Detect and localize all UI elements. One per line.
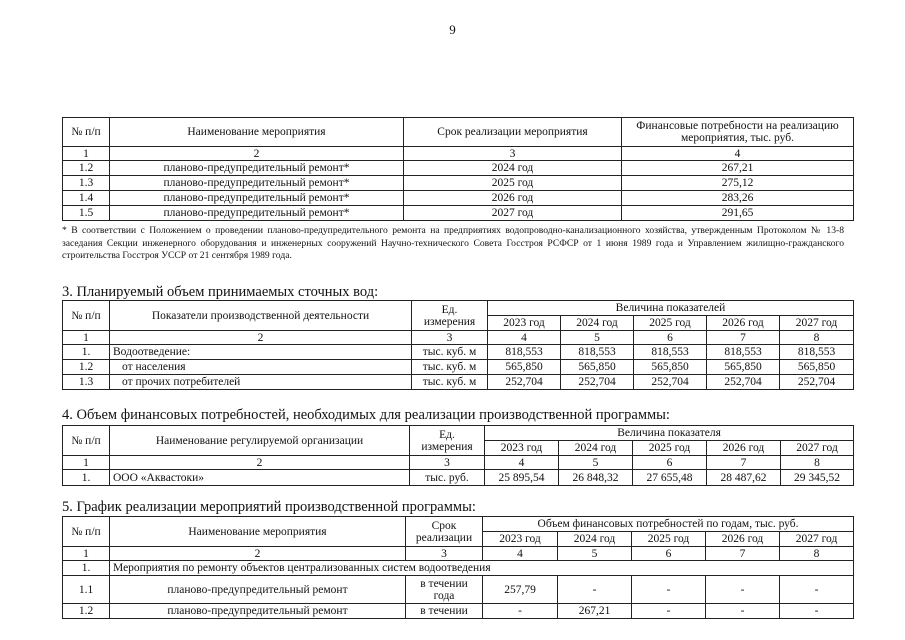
row-number: 1. — [63, 561, 110, 576]
column-number: 4 — [622, 147, 854, 161]
value-cell: 26 848,32 — [559, 470, 633, 486]
table-header-row — [63, 426, 854, 441]
measure-term: 2024 год — [404, 161, 622, 176]
header-cell: Наименование мероприятия — [110, 517, 406, 547]
group-name: Мероприятия по ремонту объектов централизованных систем водоотведения — [110, 561, 854, 576]
year-header: 2024 год — [559, 441, 633, 456]
indicator-name: от населения — [110, 360, 412, 375]
column-number: 2 — [110, 147, 404, 161]
header-group-cell: Величина показателя — [485, 426, 854, 441]
unit: тыс. куб. м — [412, 375, 488, 390]
value-cell: - — [706, 604, 780, 619]
year-header: 2026 год — [707, 441, 781, 456]
year-header: 2024 год — [561, 316, 634, 331]
measure-term: в течении — [406, 604, 483, 619]
page-number: 9 — [449, 22, 456, 37]
year-header: 2025 год — [633, 441, 707, 456]
year-header: 2025 год — [634, 316, 707, 331]
column-number: 7 — [706, 547, 780, 561]
value-cell: 27 655,48 — [633, 470, 707, 486]
year-header: 2023 год — [483, 532, 558, 547]
table-row — [63, 206, 854, 221]
header-group-cell: Величина показателей — [488, 301, 854, 316]
column-number: 3 — [406, 547, 483, 561]
header-cell: Срок реализации мероприятия — [404, 118, 622, 147]
value-cell: - — [632, 604, 706, 619]
column-number: 2 — [110, 456, 410, 470]
measure-name: планово-предупредительный ремонт* — [110, 206, 404, 221]
column-number: 5 — [559, 456, 633, 470]
row-number: 1.2 — [63, 161, 110, 176]
value-cell: 252,704 — [488, 375, 561, 390]
section-4-heading: 4. Объем финансовых потребностей, необходимых для реализации производственной программы: — [62, 407, 670, 423]
table-row — [63, 176, 854, 191]
column-number: 2 — [110, 547, 406, 561]
column-number: 8 — [780, 547, 854, 561]
table-group-row — [63, 561, 854, 576]
table-measures-financing — [62, 117, 854, 221]
measure-term: 2027 год — [404, 206, 622, 221]
year-header: 2026 год — [707, 316, 780, 331]
column-number: 8 — [780, 331, 854, 345]
value-cell: 257,79 — [483, 576, 558, 604]
row-number: 1.5 — [63, 206, 110, 221]
column-number: 1 — [63, 456, 110, 470]
value-cell: - — [780, 604, 854, 619]
column-number-row — [63, 456, 854, 470]
measure-cost: 283,26 — [622, 191, 854, 206]
table-row — [63, 470, 854, 486]
year-header: 2023 год — [488, 316, 561, 331]
measure-name: планово-предупредительный ремонт — [110, 576, 406, 604]
value-cell: 252,704 — [561, 375, 634, 390]
year-header: 2023 год — [485, 441, 559, 456]
measure-term: 2025 год — [404, 176, 622, 191]
header-cell: № п/п — [63, 517, 110, 547]
value-cell: 565,850 — [561, 360, 634, 375]
value-cell: 818,553 — [634, 345, 707, 360]
measure-name: планово-предупредительный ремонт — [110, 604, 406, 619]
column-number: 1 — [63, 547, 110, 561]
measure-cost: 267,21 — [622, 161, 854, 176]
value-cell: 565,850 — [707, 360, 780, 375]
table-row — [63, 191, 854, 206]
value-cell: 818,553 — [561, 345, 634, 360]
value-cell: - — [706, 576, 780, 604]
table-financial-needs — [62, 425, 854, 486]
value-cell: 565,850 — [488, 360, 561, 375]
value-cell: 252,704 — [780, 375, 854, 390]
column-number-row — [63, 331, 854, 345]
table-schedule — [62, 516, 854, 619]
table-header-row — [63, 517, 854, 532]
header-cell: № п/п — [63, 301, 110, 331]
row-number: 1.3 — [63, 176, 110, 191]
header-group-cell: Объем финансовых потребностей по годам, тыс. руб. — [483, 517, 854, 532]
measure-term: в течении года — [406, 576, 483, 604]
value-cell: 818,553 — [780, 345, 854, 360]
column-number: 4 — [483, 547, 558, 561]
year-header: 2024 год — [558, 532, 632, 547]
year-header: 2026 год — [706, 532, 780, 547]
column-number: 1 — [63, 147, 110, 161]
table-wastewater-volume — [62, 300, 854, 390]
column-number-row — [63, 147, 854, 161]
indicator-name: Водоотведение: — [110, 345, 412, 360]
organization-name: ООО «Аквастоки» — [110, 470, 410, 486]
value-cell: 252,704 — [634, 375, 707, 390]
table-header-row — [63, 118, 854, 147]
value-cell: - — [483, 604, 558, 619]
indicator-name: от прочих потребителей — [110, 375, 412, 390]
year-header: 2027 год — [780, 316, 854, 331]
header-cell: Наименование мероприятия — [110, 118, 404, 147]
year-header: 2025 год — [632, 532, 706, 547]
measure-name: планово-предупредительный ремонт* — [110, 161, 404, 176]
table-row — [63, 360, 854, 375]
header-cell: Ед. измерения — [412, 301, 488, 331]
header-cell: Финансовые потребности на реализацию мероприятия, тыс. руб. — [622, 118, 854, 147]
column-number: 2 — [110, 331, 412, 345]
value-cell: 818,553 — [707, 345, 780, 360]
section-5-heading: 5. График реализации мероприятий производственной программы: — [62, 499, 476, 515]
column-number: 6 — [634, 331, 707, 345]
header-cell: Ед. измерения — [410, 426, 485, 456]
column-number-row — [63, 547, 854, 561]
header-cell: № п/п — [63, 118, 110, 147]
section-3-heading: 3. Планируемый объем принимаемых сточных вод: — [62, 284, 379, 300]
footnote: * В соответствии с Положением о проведении планово-предупредительного ремонта на предприятиях водопроводно-канализационного хозяйства, утвержденным Протоколом № 13-8 заседания Секции инженерного оборудования и инженерных сооружений Научно-технического Совета Госстроя РСФСР от 1 июня 1989 года и Управлением жилищно-гражданского строительства Госстроя УССР от 21 сентября 1989 года. — [62, 225, 844, 261]
row-number: 1.4 — [63, 191, 110, 206]
value-cell: 29 345,52 — [781, 470, 854, 486]
value-cell: 565,850 — [634, 360, 707, 375]
value-cell: 267,21 — [558, 604, 632, 619]
row-number: 1.1 — [63, 576, 110, 604]
row-number: 1.3 — [63, 375, 110, 390]
year-header: 2027 год — [781, 441, 854, 456]
column-number: 4 — [485, 456, 559, 470]
unit: тыс. куб. м — [412, 345, 488, 360]
column-number: 7 — [707, 331, 780, 345]
column-number: 1 — [63, 331, 110, 345]
value-cell: 818,553 — [488, 345, 561, 360]
value-cell: - — [632, 576, 706, 604]
header-cell: Наименование регулируемой организации — [110, 426, 410, 456]
header-cell: Срок реализации — [406, 517, 483, 547]
column-number: 5 — [561, 331, 634, 345]
measure-name: планово-предупредительный ремонт* — [110, 176, 404, 191]
column-number: 6 — [632, 547, 706, 561]
column-number: 6 — [633, 456, 707, 470]
column-number: 7 — [707, 456, 781, 470]
measure-name: планово-предупредительный ремонт* — [110, 191, 404, 206]
value-cell: 28 487,62 — [707, 470, 781, 486]
measure-term: 2026 год — [404, 191, 622, 206]
column-number: 3 — [412, 331, 488, 345]
table-header-row — [63, 301, 854, 316]
table-row — [63, 604, 854, 619]
unit: тыс. руб. — [410, 470, 485, 486]
year-header: 2027 год — [780, 532, 854, 547]
row-number: 1. — [63, 345, 110, 360]
table-row — [63, 161, 854, 176]
table-row — [63, 576, 854, 604]
row-number: 1. — [63, 470, 110, 486]
value-cell: 252,704 — [707, 375, 780, 390]
unit: тыс. куб. м — [412, 360, 488, 375]
table-row — [63, 375, 854, 390]
value-cell: 25 895,54 — [485, 470, 559, 486]
row-number: 1.2 — [63, 604, 110, 619]
value-cell: - — [780, 576, 854, 604]
value-cell: 565,850 — [780, 360, 854, 375]
column-number: 3 — [410, 456, 485, 470]
header-cell: Показатели производственной деятельности — [110, 301, 412, 331]
measure-cost: 291,65 — [622, 206, 854, 221]
column-number: 5 — [558, 547, 632, 561]
measure-cost: 275,12 — [622, 176, 854, 191]
header-cell: № п/п — [63, 426, 110, 456]
table-row — [63, 345, 854, 360]
column-number: 8 — [781, 456, 854, 470]
column-number: 3 — [404, 147, 622, 161]
row-number: 1.2 — [63, 360, 110, 375]
column-number: 4 — [488, 331, 561, 345]
value-cell: - — [558, 576, 632, 604]
